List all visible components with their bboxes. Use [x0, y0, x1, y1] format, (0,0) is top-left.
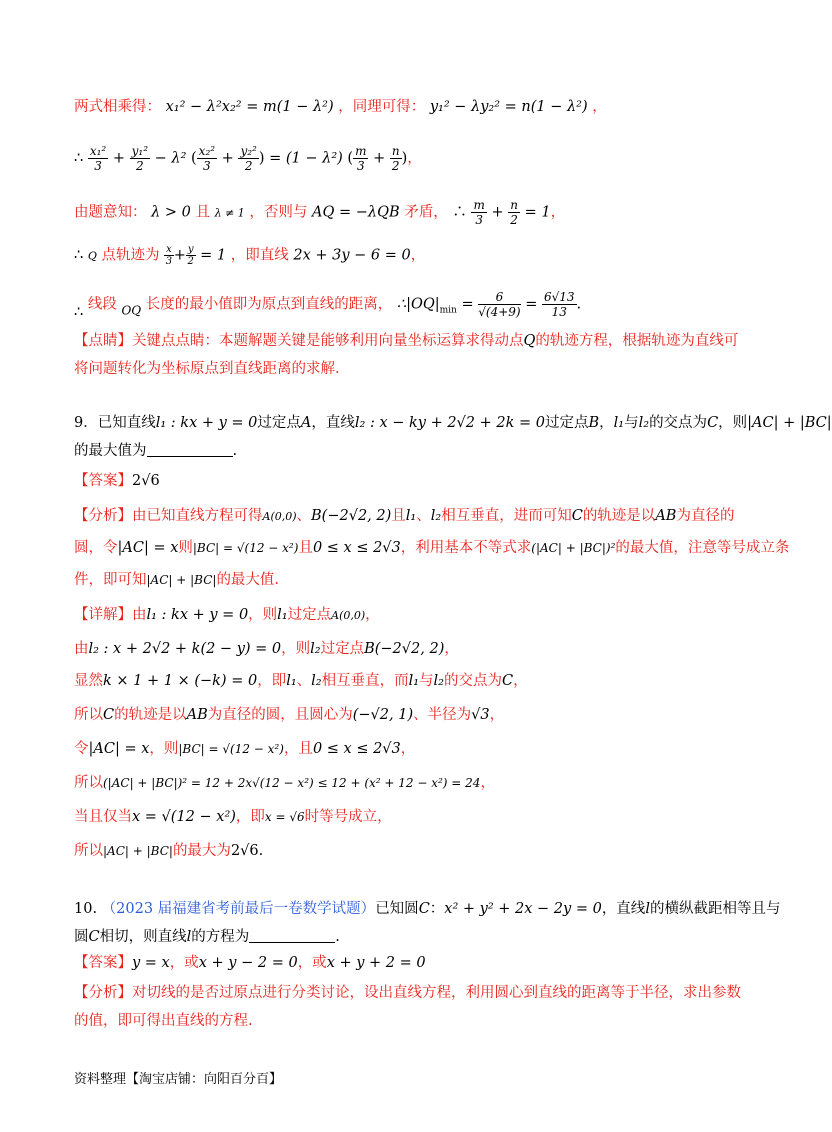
fraction: $\frac{m}{3}$: [355, 144, 367, 173]
analysis-line: [74, 569, 730, 591]
math: = 1: [200, 247, 227, 264]
text: 9．已知直线: [74, 415, 156, 431]
text-line: [74, 330, 739, 352]
therefore-symbol: ∴: [74, 304, 84, 321]
page-footer: 资料整理【淘宝店铺：向阳百分百】: [74, 1072, 283, 1087]
math: l₁: [286, 673, 297, 689]
math: AQ = −λQB: [312, 204, 400, 221]
solution-line: [74, 738, 730, 760]
question-10-line: [74, 898, 781, 920]
math: (|AC| + |BC|)² = 12 + 2x√(12 − x²) ≤ 12 + (x² + 12 − x²) = 24: [103, 776, 481, 790]
math: l₂: [433, 673, 444, 689]
therefore-symbol: ∴: [74, 150, 84, 167]
fraction: $\frac{6}{√(4+9)}$: [478, 290, 521, 319]
therefore-symbol: ∴: [74, 247, 84, 264]
math: C: [571, 508, 583, 524]
math: (|AC| + |BC|)²: [531, 541, 616, 555]
text: 过定点: [320, 641, 365, 657]
text: 件，即可知: [74, 572, 147, 588]
text: .: [335, 929, 340, 945]
math: l₁ : kx + y = 0: [146, 607, 249, 623]
text: ，: [599, 415, 614, 431]
text: 两式相乘得：: [74, 99, 161, 115]
math: l: [645, 901, 650, 917]
math: x = √(12 − x²): [132, 809, 236, 825]
text: 、: [416, 508, 431, 524]
solution-line: [74, 638, 730, 660]
math: A: [300, 415, 312, 431]
math: l₁: [613, 415, 625, 431]
math: l₂: [638, 415, 650, 431]
math: l₁: [408, 673, 420, 689]
fraction: $\frac{y}{2}$: [187, 244, 194, 267]
math: Q: [523, 333, 536, 349]
math: l: [186, 929, 192, 945]
text: 、半径为: [413, 707, 472, 723]
math: |AC| = x: [117, 540, 179, 556]
solution-line: [74, 704, 730, 726]
math: l₁ : kx + y = 0: [155, 415, 258, 431]
math: |BC| = √(12 − x²): [192, 541, 299, 555]
text: ，即直线: [230, 247, 289, 264]
fraction: $\frac{x}{3}$: [165, 244, 173, 267]
text: 【分析】由已知直线方程可得: [74, 508, 263, 524]
math: C: [502, 673, 514, 689]
text: 且: [391, 508, 406, 524]
math: A(0,0): [331, 609, 366, 622]
text: 的轨迹方程，根据轨迹为直线可: [535, 333, 739, 349]
text: 相切，则直线: [99, 929, 187, 945]
fraction: $\frac{\text{y₂²}}{2}$: [240, 144, 257, 173]
text: 令: [74, 741, 89, 757]
text: 与: [624, 415, 639, 431]
math: =: [461, 296, 474, 313]
text: ，则: [718, 415, 748, 431]
fraction: $\frac{\text{y₁²}}{2}$: [131, 144, 149, 173]
math: AB: [186, 707, 208, 723]
text: ，则: [149, 741, 179, 757]
text: 【答案】: [74, 955, 132, 971]
text: ，: [407, 150, 422, 167]
text-line: ∴ $\frac{\text{x₁²}}{3}$ + $\frac{\text{y₁²}}{2}$ − λ² ( $\frac{\text{x₂²}}{3}$ + $\frac{\text{y₂²}}{2}$ ) = (1 − λ²) ( $\frac{m}{3}$ + $\frac{n}{2}$ )，: [74, 144, 422, 173]
math: y₁² − λy₂² = n(1 − λ²): [429, 99, 588, 115]
text: 为直径的: [676, 508, 735, 524]
text: ，则: [248, 607, 278, 623]
text: 且: [298, 540, 313, 556]
fraction: $\frac{\text{x₁²}}{3}$: [89, 144, 107, 173]
math: =: [525, 296, 538, 313]
fraction: $\frac{\text{x₂²}}{3}$: [198, 144, 216, 173]
text: 由: [74, 641, 89, 657]
fraction: $\frac{n}{2}$: [510, 198, 518, 227]
math: 2x + 3y − 6 = 0: [293, 247, 411, 264]
text: 过定点: [257, 415, 301, 431]
text: 【答案】: [74, 473, 132, 489]
text: 所以: [74, 775, 103, 791]
text: ，: [480, 775, 495, 791]
text: 相互垂直，而: [321, 673, 409, 689]
text: 的轨迹是以: [114, 707, 187, 723]
text: 则: [178, 540, 193, 556]
text: 10.: [74, 901, 98, 917]
math: l₂ : x + 2√2 + k(2 − y) = 0: [88, 641, 282, 657]
fraction: $\frac{m}{3}$: [473, 198, 485, 227]
text: 的轨迹是以: [582, 508, 656, 524]
math: l₂ : x − ky + 2√2 + 2k = 0: [354, 415, 545, 431]
text: 与: [419, 673, 434, 689]
text: 且: [195, 204, 211, 221]
text: ，则: [281, 641, 311, 657]
math: |AC| = x: [88, 741, 150, 757]
text: ，: [550, 204, 566, 221]
text-line: [74, 358, 730, 380]
math: C: [418, 901, 430, 917]
text: 【分析】对切线的是否过原点进行分类讨论，设出直线方程，利用圆心到直线的距离等于半径，求出参数: [74, 985, 741, 1001]
solution-line: [74, 840, 730, 862]
analysis-line: [74, 982, 741, 1004]
math: |AC| + |BC|: [146, 573, 217, 587]
text: 将问题转化为坐标原点到直线距离的求解.: [74, 361, 340, 377]
math: ∴|OQ|: [396, 296, 440, 313]
analysis-line: [74, 537, 790, 559]
text: 圆: [74, 929, 89, 945]
math: 0 ≤ x ≤ 2√3: [312, 741, 401, 757]
text: 过定点: [545, 415, 589, 431]
answer-line: [74, 952, 730, 974]
text: 为直径的圆，且圆心为: [207, 707, 353, 723]
text: ，且: [283, 741, 313, 757]
answer-blank: [249, 928, 335, 943]
text-line: 由题意知： λ > 0 且 λ ≠ 1 ，否则与 AQ = −λQB 矛盾， ∴ $\frac{m}{3}$ + $\frac{n}{2}$ = 1，: [74, 198, 566, 227]
text: 、: [296, 508, 312, 524]
math: C: [103, 707, 115, 723]
text: 【详解】由: [74, 607, 147, 623]
text: 、: [296, 673, 312, 689]
text: 时等号成立，: [304, 809, 392, 825]
text: 过定点: [287, 607, 332, 623]
source-label: （2023 届福建省考前最后一卷数学试题）: [101, 901, 376, 917]
math: λ > 0: [151, 204, 191, 221]
math: A(0,0): [262, 510, 297, 523]
math: 2√6: [132, 473, 160, 489]
text-line: [74, 96, 730, 118]
fraction: $\frac{n}{2}$: [391, 144, 400, 173]
text: ，: [592, 99, 607, 115]
text: ，利用基本不等式求: [400, 540, 532, 556]
math: B(−2√2, 2): [364, 641, 445, 657]
math: Q: [87, 249, 97, 263]
math: |AC| + |BC|: [747, 415, 832, 431]
solution-line: [74, 604, 730, 627]
math: x + y − 2 = 0: [198, 955, 298, 971]
text: 的横纵截距相等且与: [649, 901, 781, 917]
math: k × 1 + 1 × (−k) = 0: [103, 673, 258, 689]
text-line: [74, 290, 730, 324]
math: l₂: [430, 508, 442, 524]
math: |AC| + |BC|: [103, 844, 173, 858]
math: l₁: [405, 508, 417, 524]
text: .: [232, 443, 238, 459]
math: OQ: [121, 303, 142, 318]
text: 矛盾，: [404, 204, 448, 221]
math: = (1 − λ²): [269, 150, 343, 167]
math: l₂: [310, 641, 321, 657]
math: λ ≠ 1: [214, 206, 245, 220]
math: C: [88, 929, 100, 945]
math-subscript: min: [439, 305, 457, 316]
math: l₁: [277, 607, 288, 623]
text: 当且仅当: [74, 809, 132, 825]
text: 长度的最小值即为原点到直线的距离，: [145, 296, 393, 313]
analysis-line: [74, 505, 735, 528]
math: √3: [471, 707, 490, 723]
text: 【点睛】关键点点睛：本题解题关键是能够利用向量坐标运算求得动点: [74, 333, 524, 349]
text-line: ∴ Q 点轨迹为 $\frac{x}{3}$ + $\frac{y}{2}$ = 1 ，即直线 2x + 3y − 6 = 0，: [74, 244, 426, 267]
solution-line: [74, 772, 730, 794]
math: C: [707, 415, 719, 431]
math: y = x: [132, 955, 170, 971]
text: ，: [400, 741, 416, 757]
text: ，: [489, 707, 505, 723]
math: .: [258, 843, 264, 859]
math: .: [576, 296, 582, 313]
math: B: [588, 415, 600, 431]
text: 由题意知：: [74, 204, 147, 221]
solution-line: [74, 670, 730, 692]
math: x = √6: [264, 810, 305, 824]
math: (−√2, 1): [352, 707, 414, 723]
text: 所以: [74, 707, 103, 723]
math: 0 ≤ x ≤ 2√3: [312, 540, 401, 556]
math: AB: [655, 508, 677, 524]
text: 圆，令: [74, 540, 118, 556]
text: 的方程为: [191, 929, 250, 945]
text: ，即: [257, 673, 287, 689]
therefore-symbol: ∴: [452, 204, 467, 221]
text: ，: [444, 641, 459, 657]
text: ，同理可得：: [338, 99, 426, 115]
text: 点轨迹为: [101, 247, 160, 264]
math: x + y + 2 = 0: [326, 955, 426, 971]
math: B(−2√2, 2): [311, 508, 392, 524]
analysis-line: [74, 1010, 730, 1032]
text: 的最大为: [172, 843, 231, 859]
text: ，直线: [601, 901, 646, 917]
math: |BC| = √(12 − x²): [178, 742, 284, 756]
text: 显然: [74, 673, 103, 689]
text: ，直线: [311, 415, 355, 431]
question-10-line: [74, 926, 730, 948]
text: 的交点为: [444, 673, 502, 689]
text: ，否则与: [249, 204, 308, 221]
math: 2√6: [230, 843, 259, 859]
text: 线段: [87, 296, 117, 313]
math: x² + y² + 2x − 2y = 0: [444, 901, 602, 917]
math: = 1: [524, 204, 551, 221]
text: ：: [429, 901, 445, 917]
math: l₂: [311, 673, 322, 689]
text: 的最大值为: [74, 443, 147, 459]
text: ，即: [235, 809, 265, 825]
text: 的最大值.: [216, 572, 280, 588]
answer-blank: [147, 442, 233, 457]
math: − λ²: [154, 150, 187, 167]
text: 的交点为: [649, 415, 708, 431]
text: 相互垂直，进而可知: [441, 508, 572, 524]
text: 的最大值，注意等号成立条: [615, 540, 790, 556]
text: 已知圆: [375, 901, 419, 917]
text: ，或: [297, 955, 327, 971]
text: ，或: [169, 955, 199, 971]
answer-line: [74, 470, 730, 492]
math: x₁² − λ²x₂² = m(1 − λ²): [165, 99, 334, 115]
text: 的值，即可得出直线的方程.: [74, 1013, 253, 1029]
question-9-line: [74, 440, 730, 462]
text: ，: [513, 673, 528, 689]
text: 所以: [74, 843, 103, 859]
fraction: $\frac{6√13}{13}$: [543, 290, 575, 319]
text: ，: [410, 247, 426, 264]
text: ，: [365, 607, 380, 623]
solution-line: [74, 806, 730, 828]
question-9-line: [74, 412, 832, 434]
